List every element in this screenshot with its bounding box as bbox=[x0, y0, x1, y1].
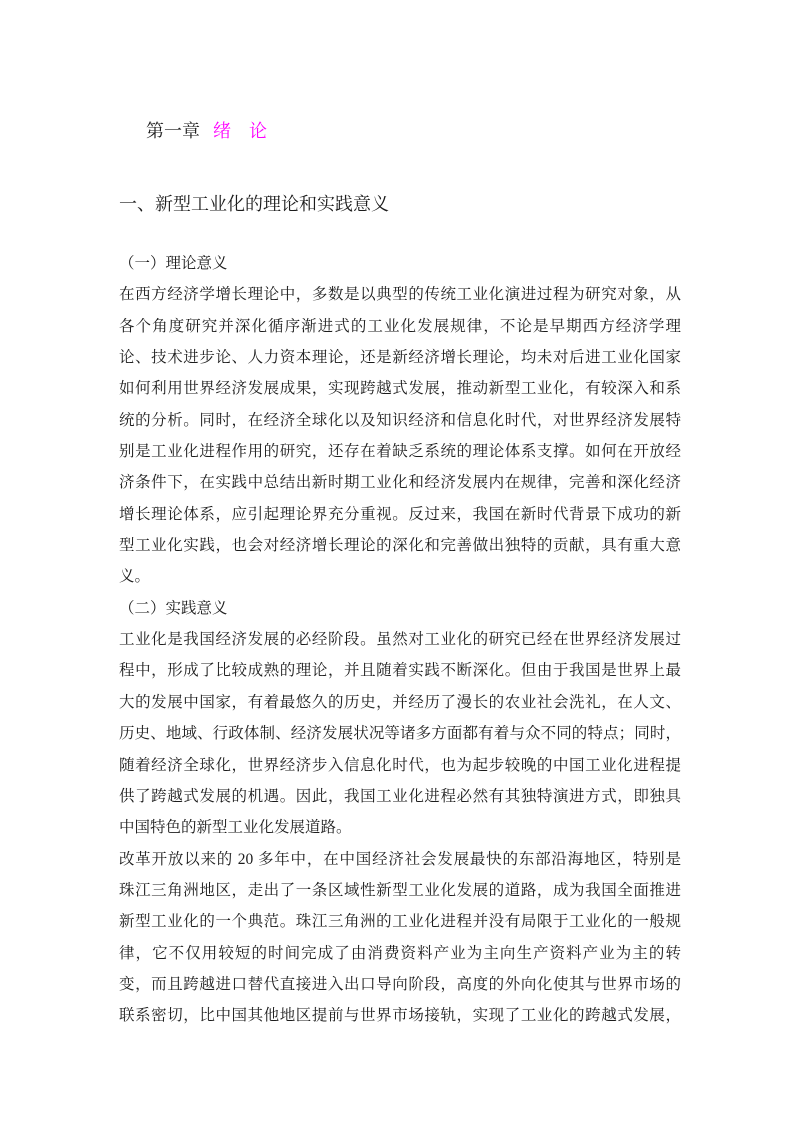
chapter-title bbox=[119, 98, 267, 164]
paragraph-line: 义。 bbox=[119, 568, 151, 586]
paragraph-line: 中国特色的新型工业化发展道路。 bbox=[119, 819, 352, 837]
paragraph-line: 型工业化实践，也会对经济增长理论的深化和完善做出独特的贡献，具有重大意 bbox=[119, 537, 681, 555]
body-text bbox=[119, 248, 681, 1032]
paragraph-line: 联系密切，比中国其他地区提前与世界市场接轨，实现了工业化的跨越式发展， bbox=[119, 1007, 681, 1025]
paragraph-line: 变，而且跨越进口替代直接进入出口导向阶段，高度的外向化使其与世界市场的 bbox=[119, 975, 681, 993]
paragraph-line: 历史、地域、行政体制、经济发展状况等诸多方面都有着与众不同的特点；同时， bbox=[119, 725, 681, 743]
paragraph-line: 济条件下，在实践中总结出新时期工业化和经济发展内在规律，完善和深化经济 bbox=[119, 474, 681, 492]
paragraph-line: 各个角度研究并深化循序渐进式的工业化发展规律，不论是早期西方经济学理 bbox=[119, 317, 681, 335]
chapter-title-highlight: 绪 论 bbox=[213, 121, 267, 141]
paragraph-line: 随着经济全球化，世界经济步入信息化时代，也为起步较晚的中国工业化进程提 bbox=[119, 756, 681, 774]
paragraph-line: 论、技术进步论、人力资本理论，还是新经济增长理论，均未对后进工业化国家 bbox=[119, 349, 681, 367]
paragraph-line: 统的分析。同时，在经济全球化以及知识经济和信息化时代，对世界经济发展特 bbox=[119, 411, 681, 429]
paragraph-line: 在西方经济学增长理论中，多数是以典型的传统工业化演进过程为研究对象，从 bbox=[119, 286, 681, 304]
paragraph-line: 改革开放以来的 20 多年中，在中国经济社会发展最快的东部沿海地区，特别是 bbox=[119, 850, 681, 868]
subsection-heading: （二）实践意义 bbox=[119, 599, 228, 617]
paragraph-line: 增长理论体系，应引起理论界充分重视。反过来，我国在新时代背景下成功的新 bbox=[119, 505, 681, 523]
subsection-heading: （一）理论意义 bbox=[119, 255, 228, 272]
paragraph-line: 律，它不仅用较短的时间完成了由消费资料产业为主向生产资料产业为主的转 bbox=[119, 944, 681, 962]
paragraph-line: 别是工业化进程作用的研究，还存在着缺乏系统的理论体系支撑。如何在开放经 bbox=[119, 443, 681, 461]
paragraph-line: 供了跨越式发展的机遇。因此，我国工业化进程必然有其独特演进方式，即独具 bbox=[119, 787, 681, 805]
paragraph-line: 程中，形成了比较成熟的理论，并且随着实践不断深化。但由于我国是世界上最 bbox=[119, 662, 681, 680]
paragraph-line: 珠江三角洲地区，走出了一条区域性新型工业化发展的道路，成为我国全面推进 bbox=[119, 881, 681, 899]
chapter-title-prefix: 第一章 bbox=[146, 121, 200, 141]
paragraph-line: 工业化是我国经济发展的必经阶段。虽然对工业化的研究已经在世界经济发展过 bbox=[119, 631, 681, 649]
paragraph-line: 大的发展中国家，有着最悠久的历史，并经历了漫长的农业社会洗礼，在人文、 bbox=[119, 693, 681, 711]
paragraph-line: 新型工业化的一个典范。珠江三角洲的工业化进程并没有局限于工业化的一般规 bbox=[119, 913, 681, 931]
paragraph-line: 如何利用世界经济发展成果，实现跨越式发展，推动新型工业化，有较深入和系 bbox=[119, 380, 681, 398]
section-heading: 一、新型工业化的理论和实践意义 bbox=[119, 194, 389, 214]
